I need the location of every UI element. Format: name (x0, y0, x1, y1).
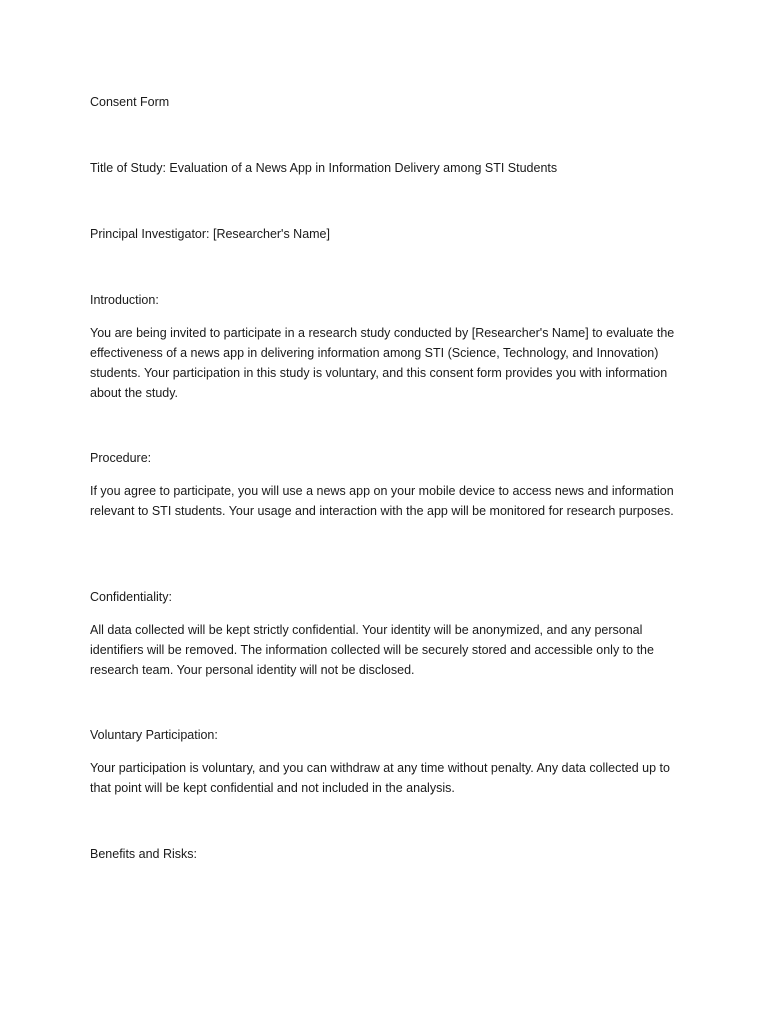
benefits-risks-heading: Benefits and Risks: (90, 847, 197, 861)
introduction-heading: Introduction: (90, 293, 159, 307)
procedure-heading: Procedure: (90, 451, 152, 465)
form-title: Consent Form (90, 95, 170, 109)
introduction-body: You are being invited to participate in a research study conducted by [Researcher's Name] to evaluate the effectiveness of a news app in delivering information among STI (Science, Technology, and Innovation) students. Your participation in this study is voluntary, and this consent form provides you with information about the study. (90, 326, 675, 400)
confidentiality-heading: Confidentiality: (90, 590, 172, 604)
voluntary-participation-heading: Voluntary Participation: (90, 728, 218, 742)
confidentiality-body: All data collected will be kept strictly confidential. Your identity will be anonymized, and any personal identifiers will be removed. The information collected will be securely stored and accessible only to the research team. Your personal identity will not be disclosed. (90, 623, 654, 677)
study-title: Title of Study: Evaluation of a News App in Information Delivery among STI Students (90, 161, 558, 175)
voluntary-participation-body: Your participation is voluntary, and you can withdraw at any time without penalty. Any data collected up to that point will be kept confidential and not included in the analysis. (90, 761, 670, 795)
procedure-body: If you agree to participate, you will use a news app on your mobile device to access news and information relevant to STI students. Your usage and interaction with the app will be monitored for research purposes. (90, 484, 674, 518)
principal-investigator: Principal Investigator: [Researcher's Name] (90, 227, 330, 241)
